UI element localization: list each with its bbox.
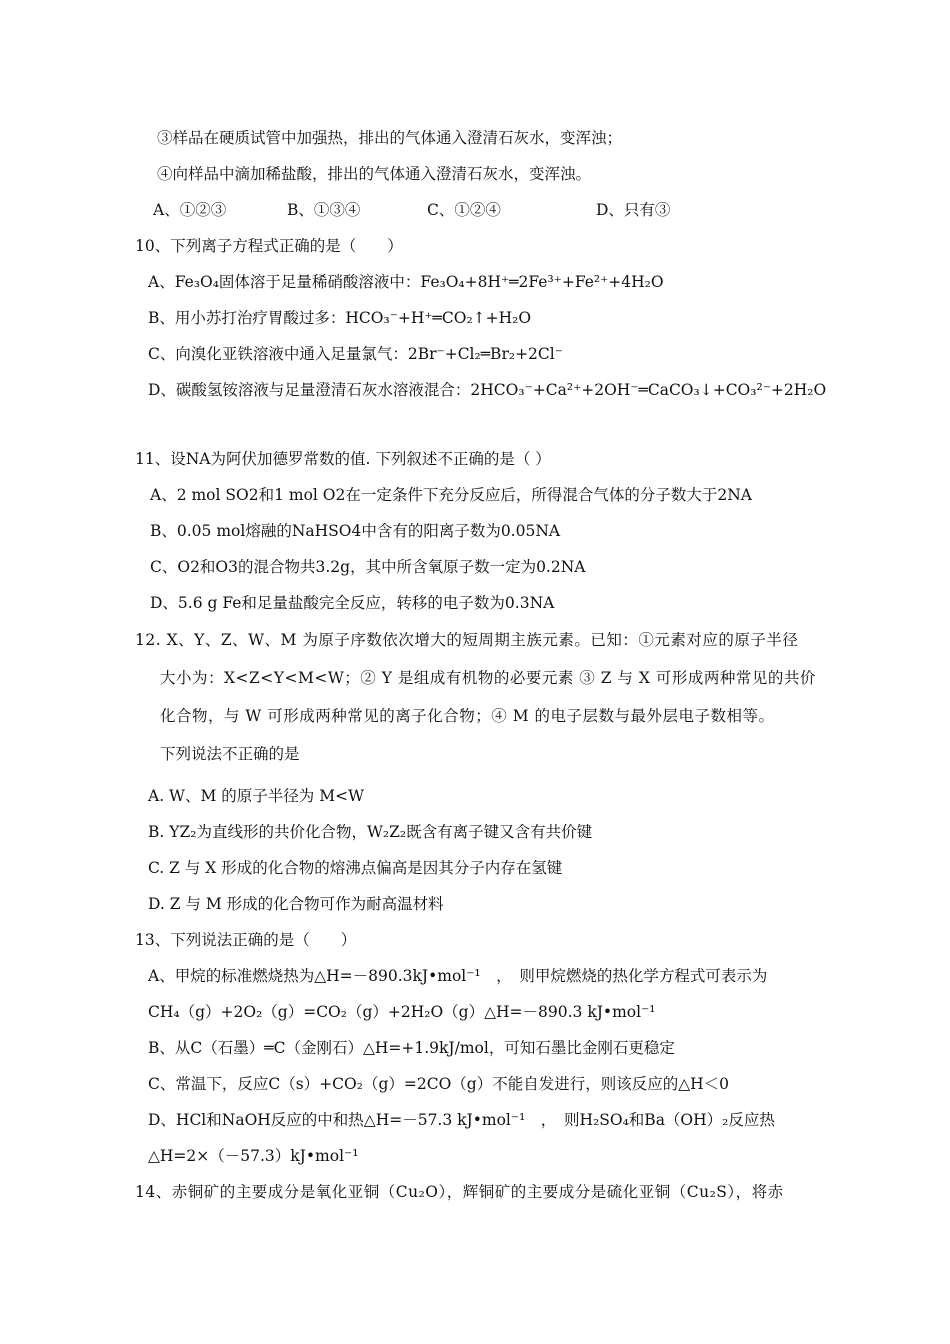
text-line: 下列说法不正确的是	[160, 745, 300, 763]
option-c: C、常温下，反应C（s）+CO₂（g）=2CO（g）不能自发进行，则该反应的△H＜0	[148, 1075, 730, 1093]
text-line: ③样品在硬质试管中加强热，排出的气体通入澄清石灰水，变浑浊；	[157, 129, 623, 147]
option-b: B. YZ₂为直线形的共价化合物，W₂Z₂既含有离子键又含有共价键	[148, 823, 593, 841]
option-d: D、只有③	[596, 201, 671, 219]
question-14: 14、赤铜矿的主要成分是氧化亚铜（Cu₂O），辉铜矿的主要成分是硫化亚铜（Cu₂S），将赤	[135, 1183, 784, 1201]
question-13: 13、下列说法正确的是（ ）	[135, 931, 357, 949]
option-a: A、①②③	[153, 201, 227, 219]
option-a: A、Fe₃O₄固体溶于足量稀硝酸溶液中：Fe₃O₄+8H⁺═2Fe³⁺+Fe²⁺+4H₂O	[148, 273, 664, 291]
option-d: D、5.6 g Fe和足量盐酸完全反应，转移的电子数为0.3NA	[150, 594, 555, 612]
text-line: 大小为：X<Z<Y<M<W；② Y 是组成有机物的必要元素 ③ Z 与 X 可形成两种常见的共价	[160, 669, 816, 687]
question-10: 10、下列离子方程式正确的是（ ）	[135, 237, 403, 255]
option-a: A. W、M 的原子半径为 M<W	[148, 787, 364, 805]
option-d: D、碳酸氢铵溶液与足量澄清石灰水溶液混合：2HCO₃⁻+Ca²⁺+2OH⁻═CaCO₃↓+CO₃²⁻+2H₂O	[148, 381, 827, 399]
option-c: C、O2和O3的混合物共3.2g，其中所含氧原子数一定为0.2NA	[150, 558, 586, 576]
option-c: C、向溴化亚铁溶液中通入足量氯气：2Br⁻+Cl₂═Br₂+2Cl⁻	[148, 345, 563, 363]
option-b: B、用小苏打治疗胃酸过多：HCO₃⁻+H⁺═CO₂↑+H₂O	[148, 309, 532, 327]
text-line: ④向样品中滴加稀盐酸，排出的气体通入澄清石灰水，变浑浊。	[157, 165, 592, 183]
text-line: CH₄（g）+2O₂（g）=CO₂（g）+2H₂O（g）△H=－890.3 kJ•mol⁻¹	[148, 1003, 656, 1021]
option-a: A、甲烷的标准燃烧热为△H=－890.3kJ•mol⁻¹ ， 则甲烷燃烧的热化学方程式可表示为	[148, 967, 768, 985]
question-12: 12. X、Y、Z、W、M 为原子序数依次增大的短周期主族元素。已知：①元素对应的原子半径	[135, 631, 799, 649]
text-line: △H=2×（－57.3）kJ•mol⁻¹	[148, 1147, 359, 1165]
option-b: B、①③④	[287, 201, 361, 219]
option-b: B、从C（石墨）═C（金刚石）△H=+1.9kJ/mol，可知石墨比金刚石更稳定	[148, 1039, 675, 1057]
option-b: B、0.05 mol熔融的NaHSO4中含有的阳离子数为0.05NA	[150, 522, 561, 540]
option-c: C. Z 与 X 形成的化合物的熔沸点偏高是因其分子内存在氢键	[148, 859, 563, 877]
option-d: D、HCl和NaOH反应的中和热△H=－57.3 kJ•mol⁻¹ ， 则H₂SO₄和Ba（OH）₂反应热	[148, 1111, 775, 1129]
text-line: 化合物，与 W 可形成两种常见的离子化合物；④ M 的电子层数与最外层电子数相等。	[160, 707, 775, 725]
option-c: C、①②④	[427, 201, 501, 219]
question-11: 11、设NA为阿伏加德罗常数的值. 下列叙述不正确的是（ ）	[135, 450, 551, 468]
option-a: A、2 mol SO2和1 mol O2在一定条件下充分反应后，所得混合气体的分子数大于2NA	[150, 486, 752, 504]
option-d: D. Z 与 M 形成的化合物可作为耐高温材料	[148, 895, 444, 913]
